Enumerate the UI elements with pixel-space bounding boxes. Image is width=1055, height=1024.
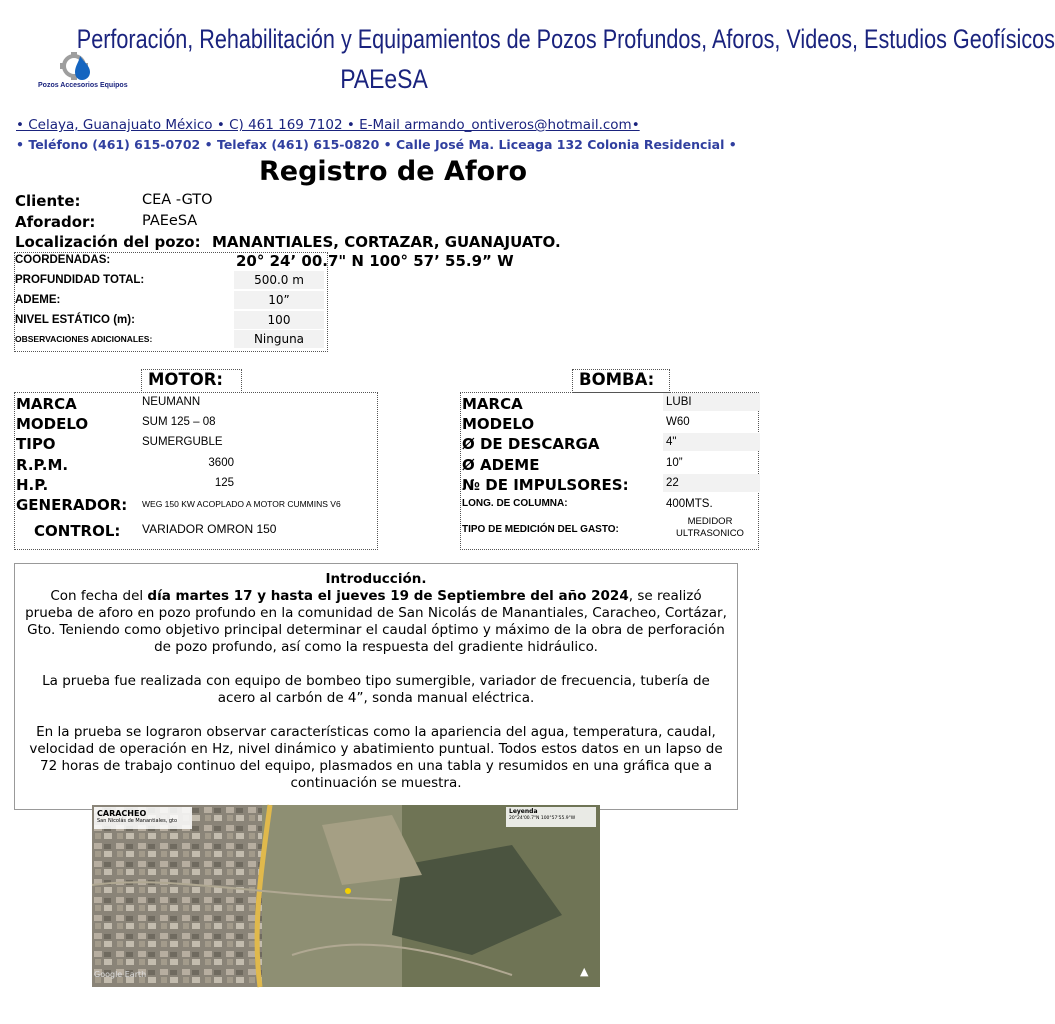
motor-marca-value: NEUMANN — [142, 396, 201, 408]
bomba-heading: BOMBA: — [572, 369, 670, 393]
company-logo — [32, 52, 132, 98]
map-legend — [506, 807, 596, 827]
map-legend-item: 20°24'00.7"N 100°57'55.9"W — [509, 816, 576, 821]
map-place-card — [94, 807, 192, 829]
bomba-columna-value: 400MTS. — [666, 498, 713, 510]
localizacion-label: Localización del pozo: — [15, 233, 201, 251]
motor-modelo-value: SUM 125 – 08 — [142, 416, 216, 428]
aforador-label: Aforador: — [15, 213, 96, 231]
satellite-image — [92, 805, 600, 987]
motor-marca-label: MARCA — [16, 395, 77, 413]
bomba-descarga-value: 4" — [663, 433, 760, 451]
motor-tipo-label: TIPO — [16, 435, 56, 453]
map-legend-title: Leyenda — [509, 808, 538, 815]
motor-hp-value: 125 — [214, 477, 234, 489]
map-place-sub: San Nicolás de Manantiales, gto — [97, 818, 178, 824]
localizacion-value: MANANTIALES, CORTAZAR, GUANAJUATO. — [212, 233, 561, 251]
bomba-modelo-label: MODELO — [462, 415, 535, 433]
bomba-marca-value: LUBI — [663, 393, 760, 411]
page-title: Registro de Aforo — [258, 156, 528, 187]
profundidad-label: PROFUNDIDAD TOTAL: — [15, 274, 145, 286]
bomba-columna-label: LONG. DE COLUMNA: — [462, 498, 568, 509]
motor-generador-value: WEG 150 KW ACOPLADO A MOTOR CUMMINS V6 — [142, 499, 341, 509]
motor-hp-label: H.P. — [16, 476, 49, 494]
bomba-impulsores-value: 22 — [663, 474, 760, 492]
coordenadas-label: COORDENADAS: — [15, 254, 111, 266]
bomba-medicion-label: TIPO DE MEDICIÓN DEL GASTO: — [462, 524, 619, 535]
introduction-section — [14, 563, 738, 810]
company-acronym: PAEeSA — [340, 64, 428, 94]
bomba-marca-label: MARCA — [462, 395, 523, 413]
obs-value: Ninguna — [234, 330, 324, 348]
map-watermark: Google Earth — [94, 970, 147, 979]
map-north-arrow-icon: ▲ — [580, 965, 589, 978]
motor-rpm-value: 3600 — [208, 457, 234, 469]
motor-heading: MOTOR: — [141, 369, 242, 393]
motor-modelo-label: MODELO — [16, 415, 89, 433]
motor-control-label: CONTROL: — [34, 522, 121, 540]
obs-label: OBSERVACIONES ADICIONALES: — [15, 334, 153, 344]
map-place-label: CARACHEO — [97, 809, 147, 818]
ademe-value: 10” — [234, 291, 324, 309]
motor-tipo-value: SUMERGUBLE — [142, 436, 223, 448]
nivel-label: NIVEL ESTÁTICO (m): — [15, 314, 135, 326]
bomba-descarga-label: Ø DE DESCARGA — [462, 435, 600, 453]
logo-text: Pozos Accesorios Equipos — [38, 82, 128, 89]
contact-line-1[interactable]: • Celaya, Guanajuato México • C) 461 169 7102 • E-Mail armando_ontiveros@hotmail.com• — [16, 117, 640, 133]
aforador-value: PAEeSA — [142, 213, 198, 229]
nivel-value: 100 — [234, 311, 324, 329]
contact-line-2: • Teléfono (461) 615-0702 • Telefax (461) 615-0820 • Calle José Ma. Liceaga 132 Colonia Residencial • — [16, 137, 737, 152]
company-banner: Perforación, Rehabilitación y Equipamientos de Pozos Profundos, Aforos, Videos, Estudios Geofísicos — [76, 24, 1055, 54]
bomba-ademe-value: 10” — [666, 457, 683, 469]
motor-generador-label: GENERADOR: — [16, 496, 128, 514]
intro-paragraph-2: La prueba fue realizada con equipo de bombeo tipo sumergible, variador de frecuencia, tubería de acero al carbón de 4”, sonda manual eléctrica. — [42, 673, 710, 706]
logo-gear-drop-icon — [32, 52, 132, 98]
bomba-ademe-label: Ø ADEME — [462, 456, 540, 474]
motor-control-value: VARIADOR OMRON 150 — [142, 522, 277, 536]
bomba-impulsores-label: № DE IMPULSORES: — [462, 476, 629, 494]
satellite-map[interactable] — [92, 805, 600, 987]
intro-paragraph-1: Con fecha del día martes 17 y hasta el jueves 19 de Septiembre del año 2024, se realizó prueba de aforo en pozo profundo en la comunidad de San Nicolás de Manantiales, Caracheo, Cortázar, Gto. Teniendo como objetivo principal determinar el caudal óptimo y máximo de la obra de perforación de pozo profundo, así como la respuesta del gradiente hidráulico. — [25, 588, 727, 655]
cliente-value: CEA -GTO — [142, 192, 213, 208]
bomba-medicion-value: MEDIDOR ULTRASONICO — [676, 516, 744, 539]
bomba-modelo-value: W60 — [666, 416, 690, 428]
profundidad-value: 500.0 m — [234, 271, 324, 289]
ademe-label: ADEME: — [15, 294, 61, 306]
intro-paragraph-3: En la prueba se lograron observar características como la apariencia del agua, temperatura, caudal, velocidad de operación en Hz, nivel dinámico y abatimiento puntual. Todos estos datos en un lapso de 72 horas de trabajo continuo del equipo, plasmados en una tabla y resumidos en una gráfica que a continuación se muestra. — [29, 724, 723, 791]
coordenadas-value: 20° 24’ 00.7" N 100° 57’ 55.9” W — [236, 252, 514, 270]
intro-date-range: día martes 17 y hasta el jueves 19 de Septiembre del año 2024 — [147, 588, 629, 604]
intro-title: Introducción. — [325, 571, 427, 587]
motor-rpm-label: R.P.M. — [16, 456, 69, 474]
cliente-label: Cliente: — [15, 192, 81, 210]
